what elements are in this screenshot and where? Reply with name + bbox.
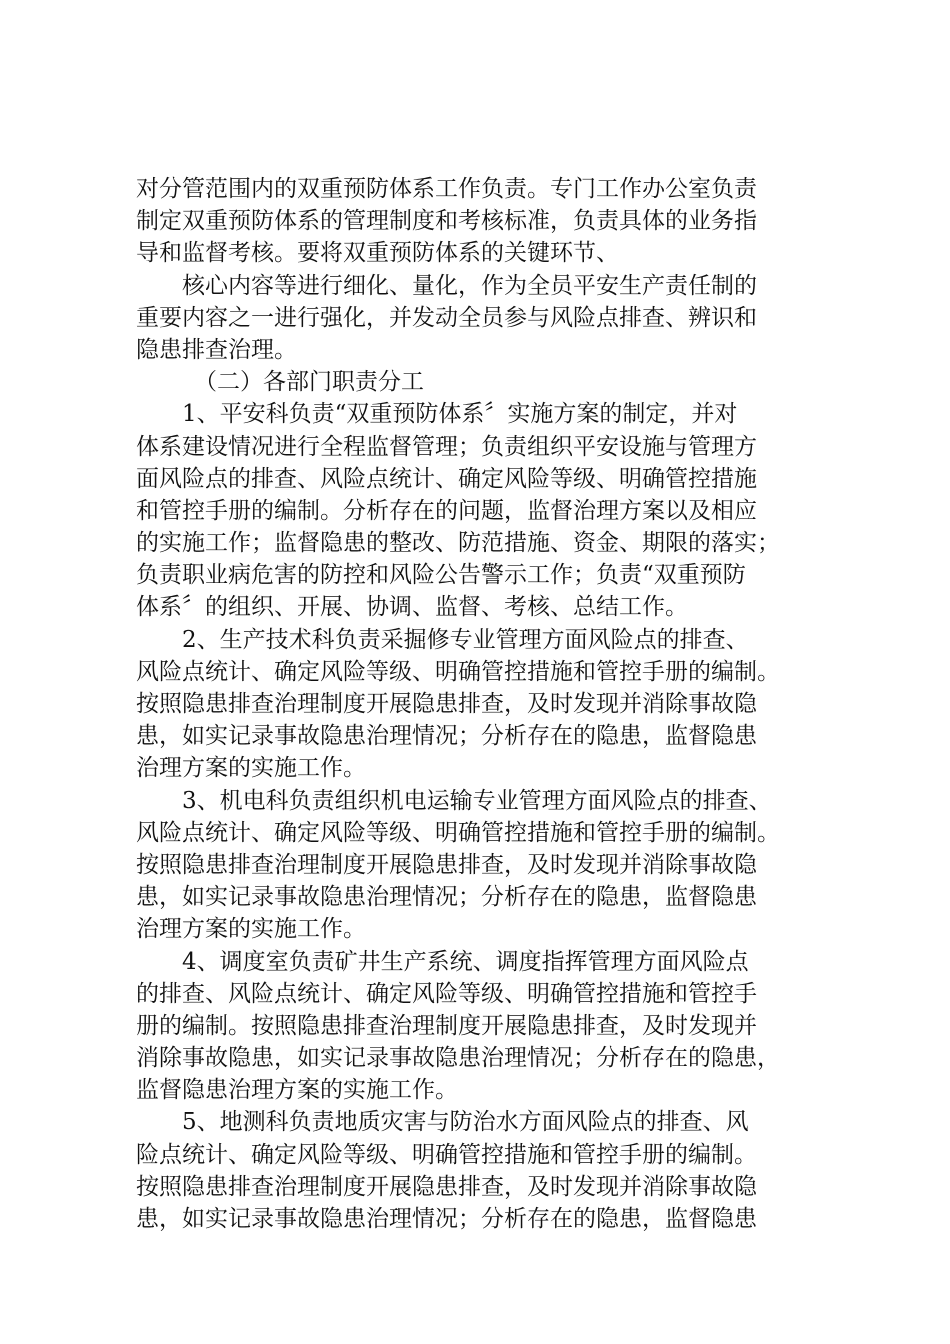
text-line: 风险点统计、确定风险等级、明确管控措施和管控手册的编制。	[136, 819, 780, 846]
text-line: 制定双重预防体系的管理制度和考核标准，负责具体的业务指	[136, 208, 757, 235]
text-line: 按照隐患排查治理制度开展隐患排查，及时发现并消除事故隐	[136, 851, 757, 878]
text-line: 监督隐患治理方案的实施工作。	[136, 1077, 458, 1104]
text-line: 患，如实记录事故隐患治理情况；分析存在的隐患，监督隐患	[136, 884, 757, 911]
text-line: 消除事故隐患，如实记录事故隐患治理情况；分析存在的隐患，	[136, 1045, 780, 1072]
text-line: 核心内容等进行细化、量化，作为全员平安生产责任制的	[182, 272, 757, 299]
text-line: 导和监督考核。要将双重预防体系的关键环节、	[136, 240, 619, 267]
text-line: 4、调度室负责矿井生产系统、调度指挥管理方面风险点	[182, 948, 749, 975]
text-line: 1、平安科负责“双重预防体系〞实施方案的制定，并对	[182, 401, 738, 428]
text-line: 险点统计、确定风险等级、明确管控措施和管控手册的编制。	[136, 1141, 757, 1168]
text-line: 体系建设情况进行全程监督管理；负责组织平安设施与管理方	[136, 433, 757, 460]
text-line: 患，如实记录事故隐患治理情况；分析存在的隐患，监督隐患	[136, 1206, 757, 1232]
section-heading: （二）各部门职责分工	[194, 369, 424, 396]
text-line: 的实施工作；监督隐患的整改、防范措施、资金、期限的落实；	[136, 530, 780, 557]
text-line: 风险点统计、确定风险等级、明确管控措施和管控手册的编制。	[136, 658, 780, 685]
text-line: 负责职业病危害的防控和风险公告警示工作；负责“双重预防	[136, 562, 746, 589]
text-line: 5、地测科负责地质灾害与防治水方面风险点的排查、风	[182, 1109, 749, 1136]
text-line: 的排查、风险点统计、确定风险等级、明确管控措施和管控手	[136, 980, 757, 1007]
text-line: 治理方案的实施工作。	[136, 755, 366, 782]
text-line: 按照隐患排查治理制度开展隐患排查，及时发现并消除事故隐	[136, 691, 757, 717]
text-line: 册的编制。按照隐患排查治理制度开展隐患排查，及时发现并	[136, 1012, 757, 1039]
text-line: 对分管范围内的双重预防体系工作负责。专门工作办公室负责	[136, 176, 757, 202]
text-line: 面风险点的排查、风险点统计、确定风险等级、明确管控措施	[136, 465, 757, 492]
text-line: 重要内容之一进行强化，并发动全员参与风险点排查、辨识和	[136, 304, 757, 331]
text-line: 患，如实记录事故隐患治理情况；分析存在的隐患，监督隐患	[136, 723, 757, 750]
text-line: 治理方案的实施工作。	[136, 916, 366, 943]
text-line: 按照隐患排查治理制度开展隐患排查，及时发现并消除事故隐	[136, 1173, 757, 1200]
text-line: 2、生产技术科负责采掘修专业管理方面风险点的排查、	[182, 626, 749, 653]
document-body	[136, 173, 836, 1235]
text-line: 体系〞的组织、开展、协调、监督、考核、总结工作。	[136, 594, 688, 621]
text-line: 和管控手册的编制。分析存在的问题，监督治理方案以及相应	[136, 497, 757, 524]
text-line: 3、机电科负责组织机电运输专业管理方面风险点的排查、	[182, 787, 772, 814]
text-line: 隐患排查治理。	[136, 336, 297, 363]
